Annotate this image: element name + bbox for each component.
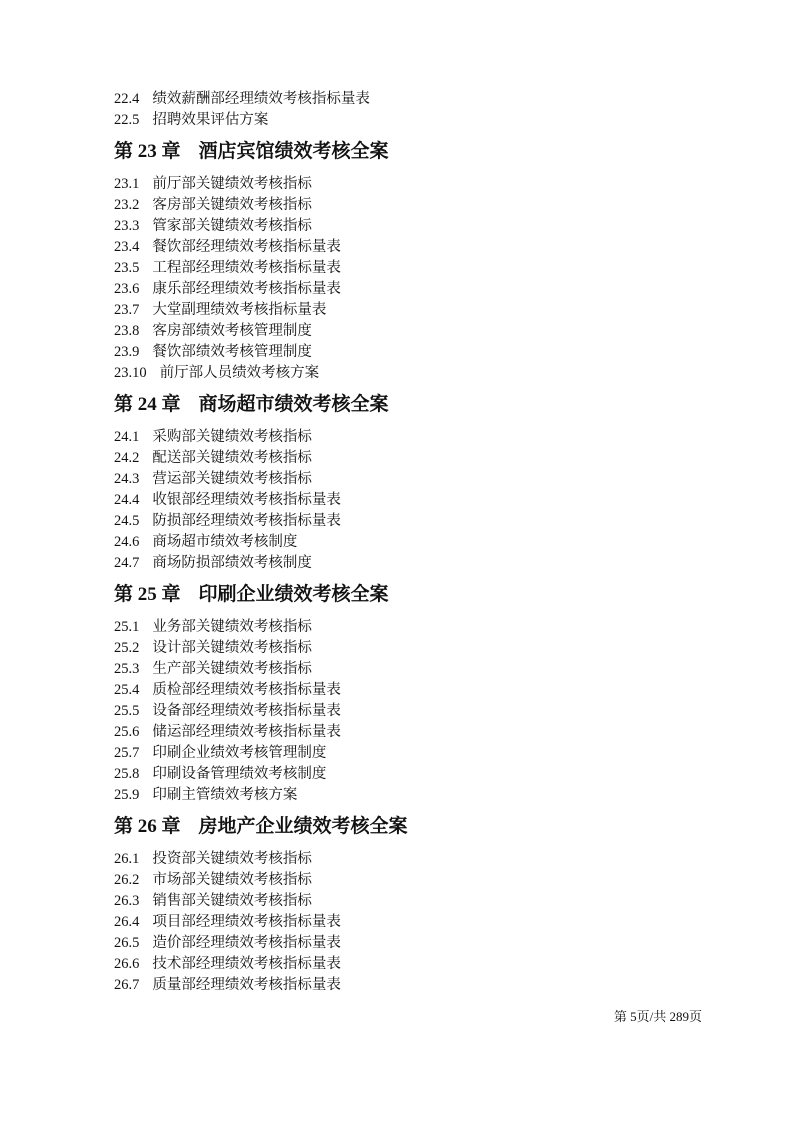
toc-item-number: 24.7	[114, 555, 140, 571]
toc-item-title: 工程部经理绩效考核指标量表	[152, 260, 341, 276]
toc-item	[114, 722, 702, 743]
toc-item-title: 采购部关键绩效考核指标	[152, 429, 312, 445]
chapter-items	[114, 849, 702, 996]
chapter-label: 第 26 章	[114, 816, 181, 837]
toc-item	[114, 933, 702, 954]
chapter-items	[114, 617, 702, 806]
toc-item-number: 24.3	[114, 471, 140, 487]
toc-item	[114, 511, 702, 532]
toc-item-number: 26.4	[114, 914, 140, 930]
toc-item	[114, 553, 702, 574]
chapter-section	[114, 392, 702, 574]
toc-item	[114, 659, 702, 680]
toc-item	[114, 258, 702, 279]
toc-item-number: 25.2	[114, 640, 140, 656]
toc-item-title: 质检部经理绩效考核指标量表	[152, 682, 341, 698]
toc-item-number: 23.10	[114, 365, 147, 381]
toc-item-title: 商场防损部绩效考核制度	[152, 555, 312, 571]
toc-item	[114, 891, 702, 912]
chapter-title: 印刷企业绩效考核全案	[198, 584, 389, 605]
toc-item	[114, 89, 702, 110]
toc-item	[114, 300, 702, 321]
toc-item-title: 造价部经理绩效考核指标量表	[152, 935, 341, 951]
toc-item	[114, 427, 702, 448]
toc-item-number: 22.4	[114, 91, 140, 107]
chapter-label: 第 23 章	[114, 141, 181, 162]
toc-item-title: 储运部经理绩效考核指标量表	[152, 724, 341, 740]
toc-item	[114, 701, 702, 722]
toc-item	[114, 279, 702, 300]
toc-item	[114, 785, 702, 806]
toc-item-number: 25.7	[114, 745, 140, 761]
toc-item	[114, 680, 702, 701]
chapter-heading	[114, 582, 702, 607]
toc-item	[114, 870, 702, 891]
toc-item	[114, 638, 702, 659]
toc-item-number: 25.4	[114, 682, 140, 698]
toc-item-title: 生产部关键绩效考核指标	[152, 661, 312, 677]
toc-item-title: 印刷主管绩效考核方案	[152, 787, 298, 803]
page-number-indicator: 第 5页/共 289页	[613, 1009, 702, 1024]
toc-item	[114, 912, 702, 933]
chapter-section	[114, 582, 702, 806]
toc-item-number: 23.2	[114, 197, 140, 213]
chapter-label: 第 24 章	[114, 394, 181, 415]
toc-item-number: 23.3	[114, 218, 140, 234]
chapter-heading	[114, 139, 702, 164]
toc-item-title: 技术部经理绩效考核指标量表	[152, 956, 341, 972]
toc-item-title: 绩效薪酬部经理绩效考核指标量表	[152, 91, 370, 107]
chapter-list	[114, 89, 702, 996]
toc-item-number: 23.6	[114, 281, 140, 297]
toc-item	[114, 363, 702, 384]
chapter-title: 酒店宾馆绩效考核全案	[198, 141, 389, 162]
chapter-items	[114, 174, 702, 384]
toc-item-number: 26.6	[114, 956, 140, 972]
toc-item-title: 餐饮部经理绩效考核指标量表	[152, 239, 341, 255]
toc-item-title: 前厅部人员绩效考核方案	[159, 365, 320, 381]
toc-item-title: 印刷企业绩效考核管理制度	[152, 745, 327, 761]
toc-item-number: 23.8	[114, 323, 140, 339]
toc-item-title: 投资部关键绩效考核指标	[152, 851, 312, 867]
chapter-section	[114, 814, 702, 996]
toc-item-number: 25.6	[114, 724, 140, 740]
toc-item-number: 25.3	[114, 661, 140, 677]
chapter-label: 第 25 章	[114, 584, 181, 605]
toc-item-number: 24.6	[114, 534, 140, 550]
toc-item-number: 25.8	[114, 766, 140, 782]
toc-item	[114, 764, 702, 785]
chapter-heading	[114, 392, 702, 417]
toc-item-title: 营运部关键绩效考核指标	[152, 471, 312, 487]
toc-item	[114, 174, 702, 195]
chapter-items	[114, 89, 702, 131]
toc-item-title: 客房部关键绩效考核指标	[152, 197, 312, 213]
toc-item	[114, 448, 702, 469]
toc-item-number: 24.1	[114, 429, 140, 445]
toc-item-title: 销售部关键绩效考核指标	[152, 893, 312, 909]
chapter-title: 房地产企业绩效考核全案	[198, 816, 408, 837]
chapter-title: 商场超市绩效考核全案	[198, 394, 389, 415]
chapter-section	[114, 89, 702, 131]
toc-item-title: 商场超市绩效考核制度	[152, 534, 298, 550]
toc-item-number: 25.5	[114, 703, 140, 719]
toc-item-title: 收银部经理绩效考核指标量表	[152, 492, 341, 508]
toc-item	[114, 469, 702, 490]
toc-item-number: 25.9	[114, 787, 140, 803]
toc-item	[114, 743, 702, 764]
toc-item-number: 25.1	[114, 619, 140, 635]
toc-item-title: 设备部经理绩效考核指标量表	[152, 703, 341, 719]
toc-item	[114, 849, 702, 870]
toc-item-number: 24.4	[114, 492, 140, 508]
toc-item	[114, 954, 702, 975]
toc-item-number: 22.5	[114, 112, 140, 128]
toc-item	[114, 216, 702, 237]
toc-item-number: 23.9	[114, 344, 140, 360]
toc-item-title: 印刷设备管理绩效考核制度	[152, 766, 327, 782]
chapter-section	[114, 139, 702, 384]
toc-item-title: 市场部关键绩效考核指标	[152, 872, 312, 888]
toc-item-number: 26.5	[114, 935, 140, 951]
toc-item	[114, 617, 702, 638]
toc-item	[114, 110, 702, 131]
toc-item-title: 大堂副理绩效考核指标量表	[152, 302, 327, 318]
toc-item	[114, 342, 702, 363]
toc-item-number: 26.7	[114, 977, 140, 993]
toc-item-number: 24.2	[114, 450, 140, 466]
toc-item	[114, 975, 702, 996]
toc-item-number: 23.1	[114, 176, 140, 192]
toc-item-number: 26.1	[114, 851, 140, 867]
toc-item-number: 23.7	[114, 302, 140, 318]
toc-item-title: 设计部关键绩效考核指标	[152, 640, 312, 656]
toc-item	[114, 237, 702, 258]
toc-item-number: 24.5	[114, 513, 140, 529]
toc-item	[114, 532, 702, 553]
toc-item-title: 管家部关键绩效考核指标	[152, 218, 312, 234]
toc-item-title: 前厅部关键绩效考核指标	[152, 176, 312, 192]
toc-item-title: 防损部经理绩效考核指标量表	[152, 513, 341, 529]
toc-item	[114, 490, 702, 511]
toc-item	[114, 195, 702, 216]
toc-item-title: 客房部绩效考核管理制度	[152, 323, 312, 339]
toc-item-number: 26.3	[114, 893, 140, 909]
toc-item-number: 23.4	[114, 239, 140, 255]
toc-item-title: 项目部经理绩效考核指标量表	[152, 914, 341, 930]
toc-item-title: 康乐部经理绩效考核指标量表	[152, 281, 341, 297]
toc-item-title: 招聘效果评估方案	[152, 112, 269, 128]
chapter-heading	[114, 814, 702, 839]
toc-item-title: 餐饮部绩效考核管理制度	[152, 344, 312, 360]
toc-item-title: 业务部关键绩效考核指标	[152, 619, 312, 635]
toc-item-number: 23.5	[114, 260, 140, 276]
toc-item-title: 质量部经理绩效考核指标量表	[152, 977, 341, 993]
chapter-items	[114, 427, 702, 574]
toc-item-title: 配送部关键绩效考核指标	[152, 450, 312, 466]
toc-item-number: 26.2	[114, 872, 140, 888]
toc-item	[114, 321, 702, 342]
